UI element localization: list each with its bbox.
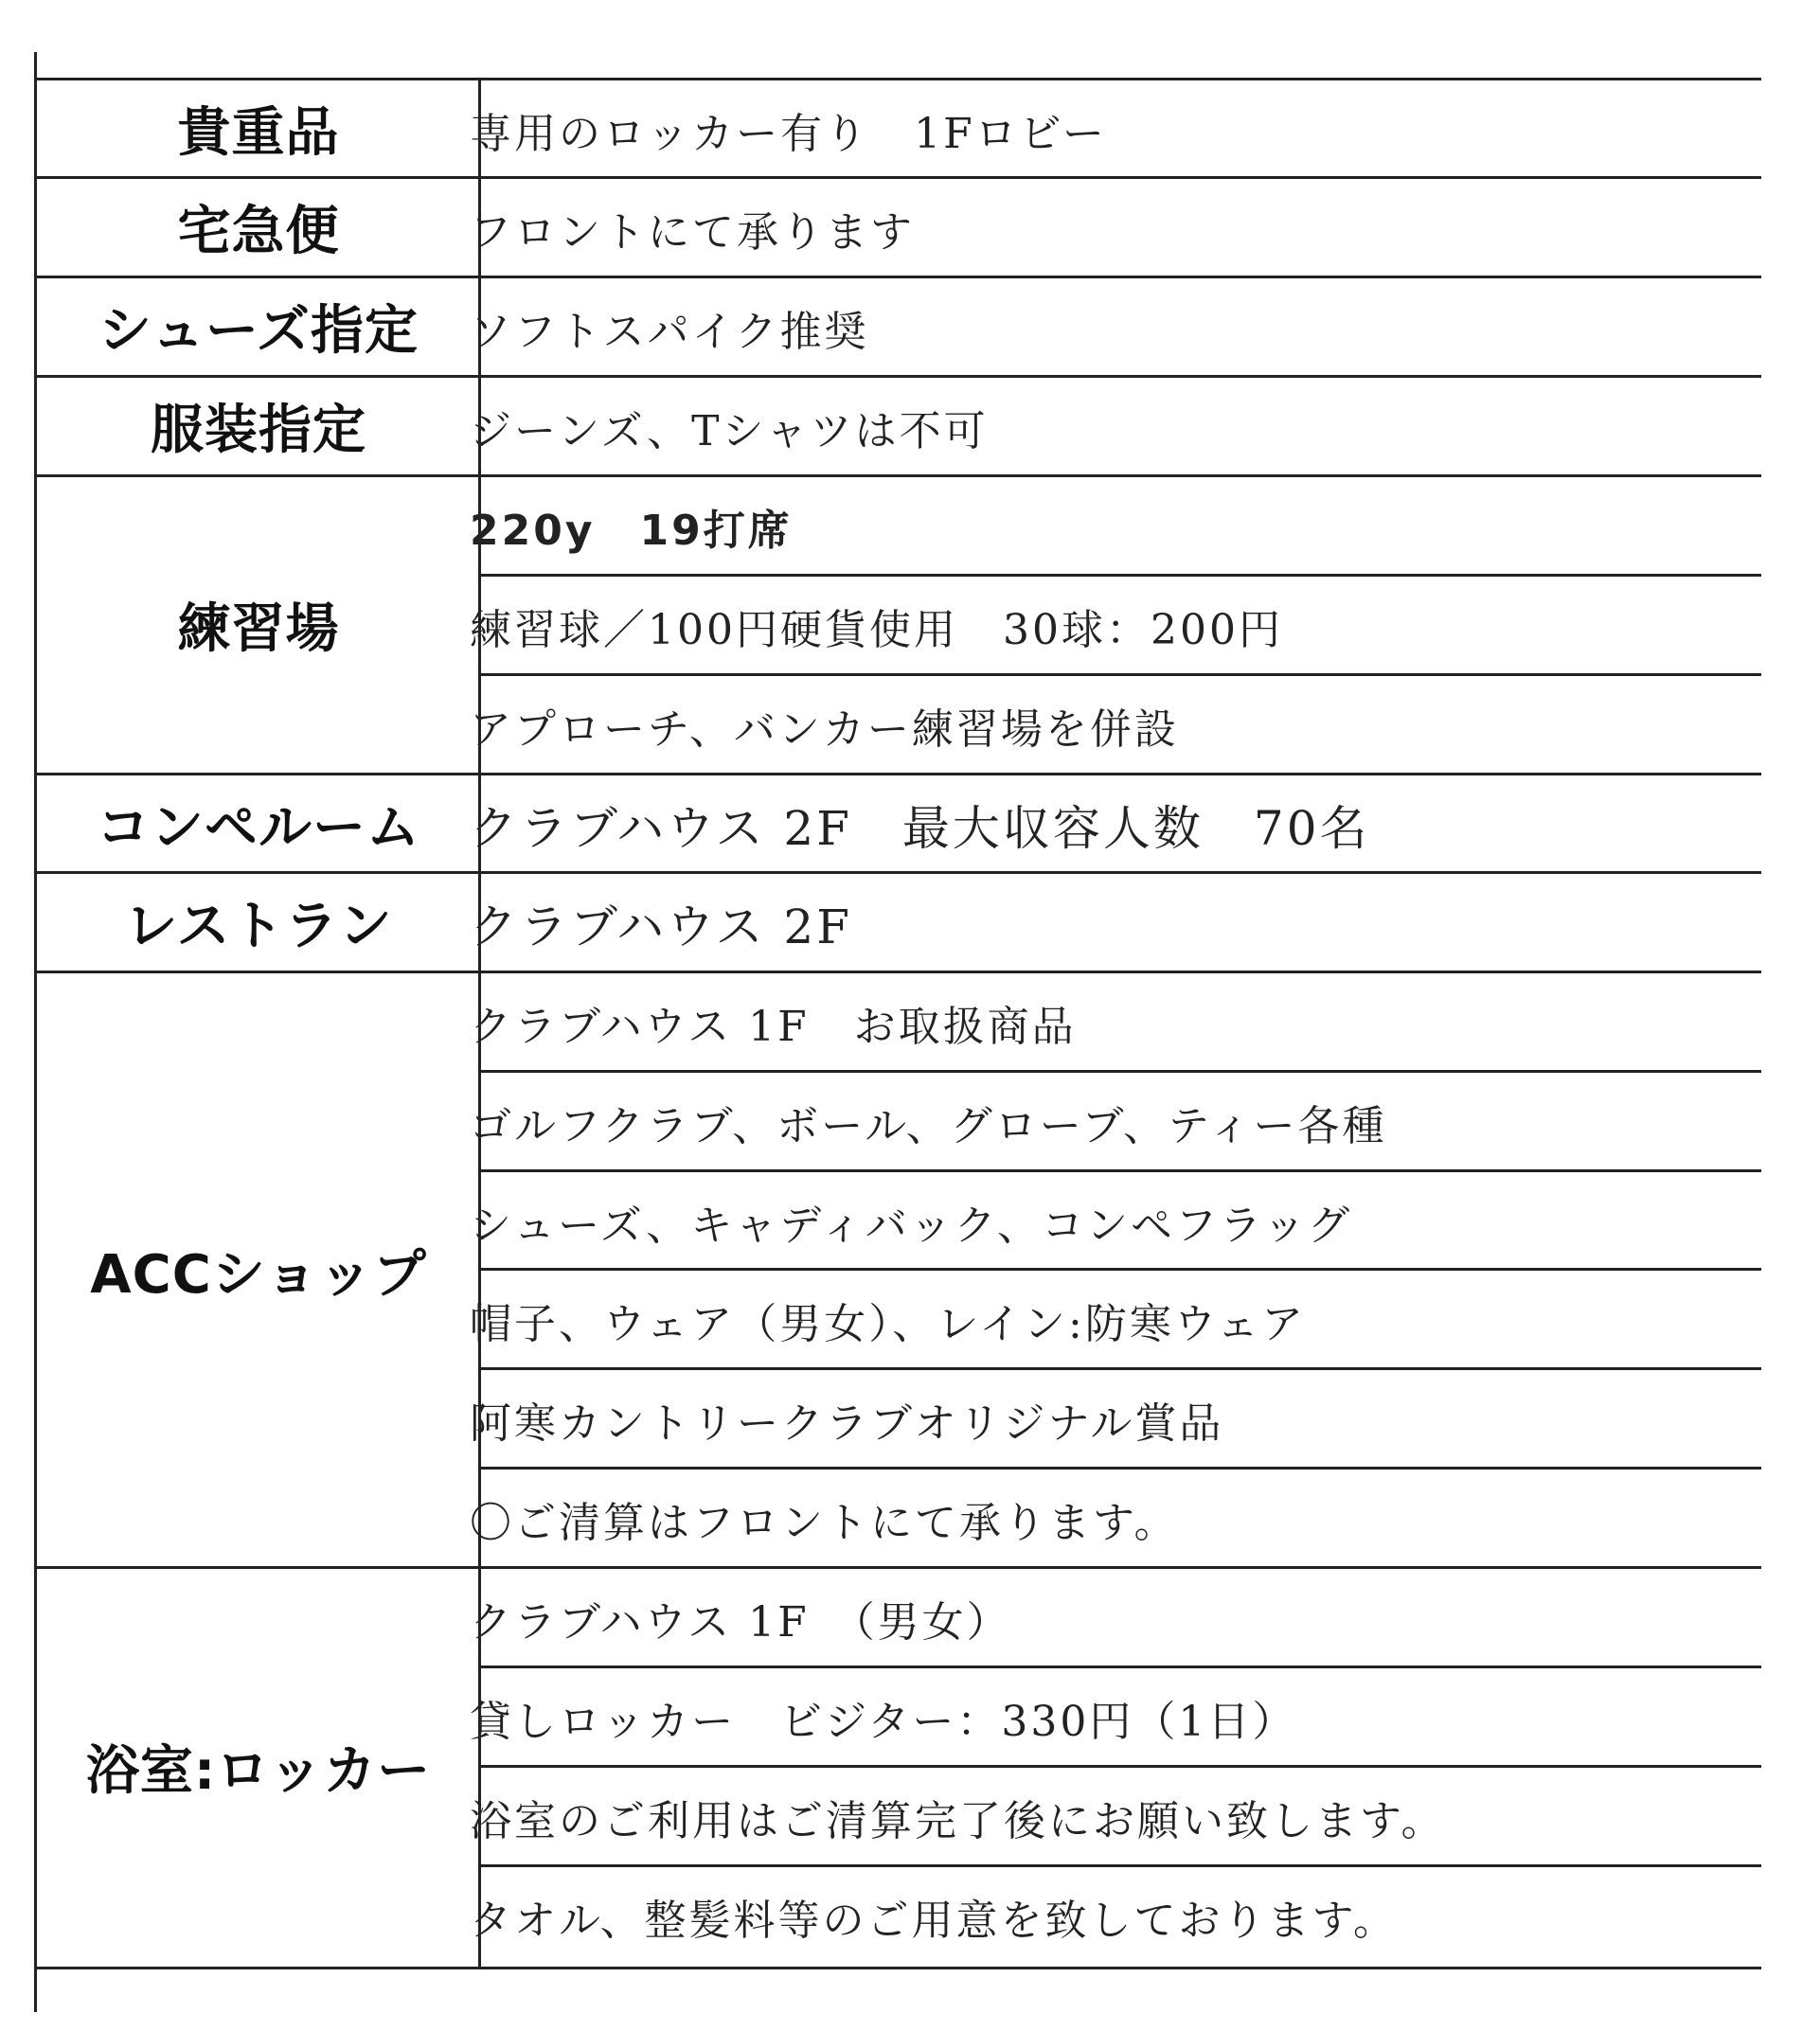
row-text-acc-shop-1: クラブハウス 1F お取扱商品 (470, 1003, 1077, 1051)
row-text-bath-locker-2: 貸しロッカー ビジター：330円（1日） (470, 1698, 1297, 1746)
row-label-bath-locker: 浴室:ロッカー (85, 1739, 432, 1802)
row-text-bath-locker-3: 浴室のご利用はご清算完了後にお願い致します。 (470, 1797, 1446, 1845)
row-text-driving-range-3: アプローチ、バンカー練習場を併設 (470, 705, 1179, 754)
row-text-shoes: ソフトスパイク推奨 (470, 308, 869, 356)
row-text-delivery: フロントにて承ります (470, 208, 915, 257)
row-text-acc-shop-4: 帽子、ウェア（男女）、レイン:防寒ウェア (470, 1300, 1307, 1348)
row-text-bath-locker-1: クラブハウス 1F （男女） (470, 1598, 1011, 1647)
row-label-valuables: 貴重品 (177, 102, 340, 164)
row-text-dress-code: ジーンズ、Tシャツは不可 (470, 407, 989, 455)
row-text-acc-shop-5: 阿寒カントリークラブオリジナル賞品 (470, 1399, 1224, 1448)
row-text-acc-shop-3: シューズ、キャディバック、コンペフラッグ (470, 1202, 1353, 1250)
row-label-driving-range: 練習場 (177, 598, 340, 660)
row-label-shoes: シューズ指定 (98, 300, 419, 362)
row-text-acc-shop-2: ゴルフクラブ、ボール、グローブ、ティー各種 (470, 1102, 1387, 1150)
table-bottom-border (34, 1967, 1761, 1969)
row-label-restaurant: レストラン (124, 896, 393, 957)
row-text-acc-shop-6: 〇ご清算はフロントにて承ります。 (470, 1499, 1179, 1547)
row-text-driving-range-2: 練習球／100円硬貨使用 30球：200円 (470, 606, 1283, 654)
row-label-competition-room: コンペルーム (97, 797, 420, 859)
row-label-dress-code: 服装指定 (151, 400, 366, 461)
row-text-restaurant: クラブハウス 2F (470, 900, 852, 954)
row-text-valuables: 専用のロッカー有り 1Fロビー (470, 110, 1107, 158)
row-text-driving-range-1: 220y 19打席 (470, 507, 793, 555)
row-label-acc-shop: ACCショップ (90, 1243, 427, 1306)
row-label-delivery: 宅急便 (177, 201, 340, 262)
row-text-competition-room: クラブハウス 2F 最大収容人数 70名 (470, 801, 1370, 856)
row-text-bath-locker-4: タオル、整髪料等のご用意を致しております。 (470, 1897, 1398, 1945)
